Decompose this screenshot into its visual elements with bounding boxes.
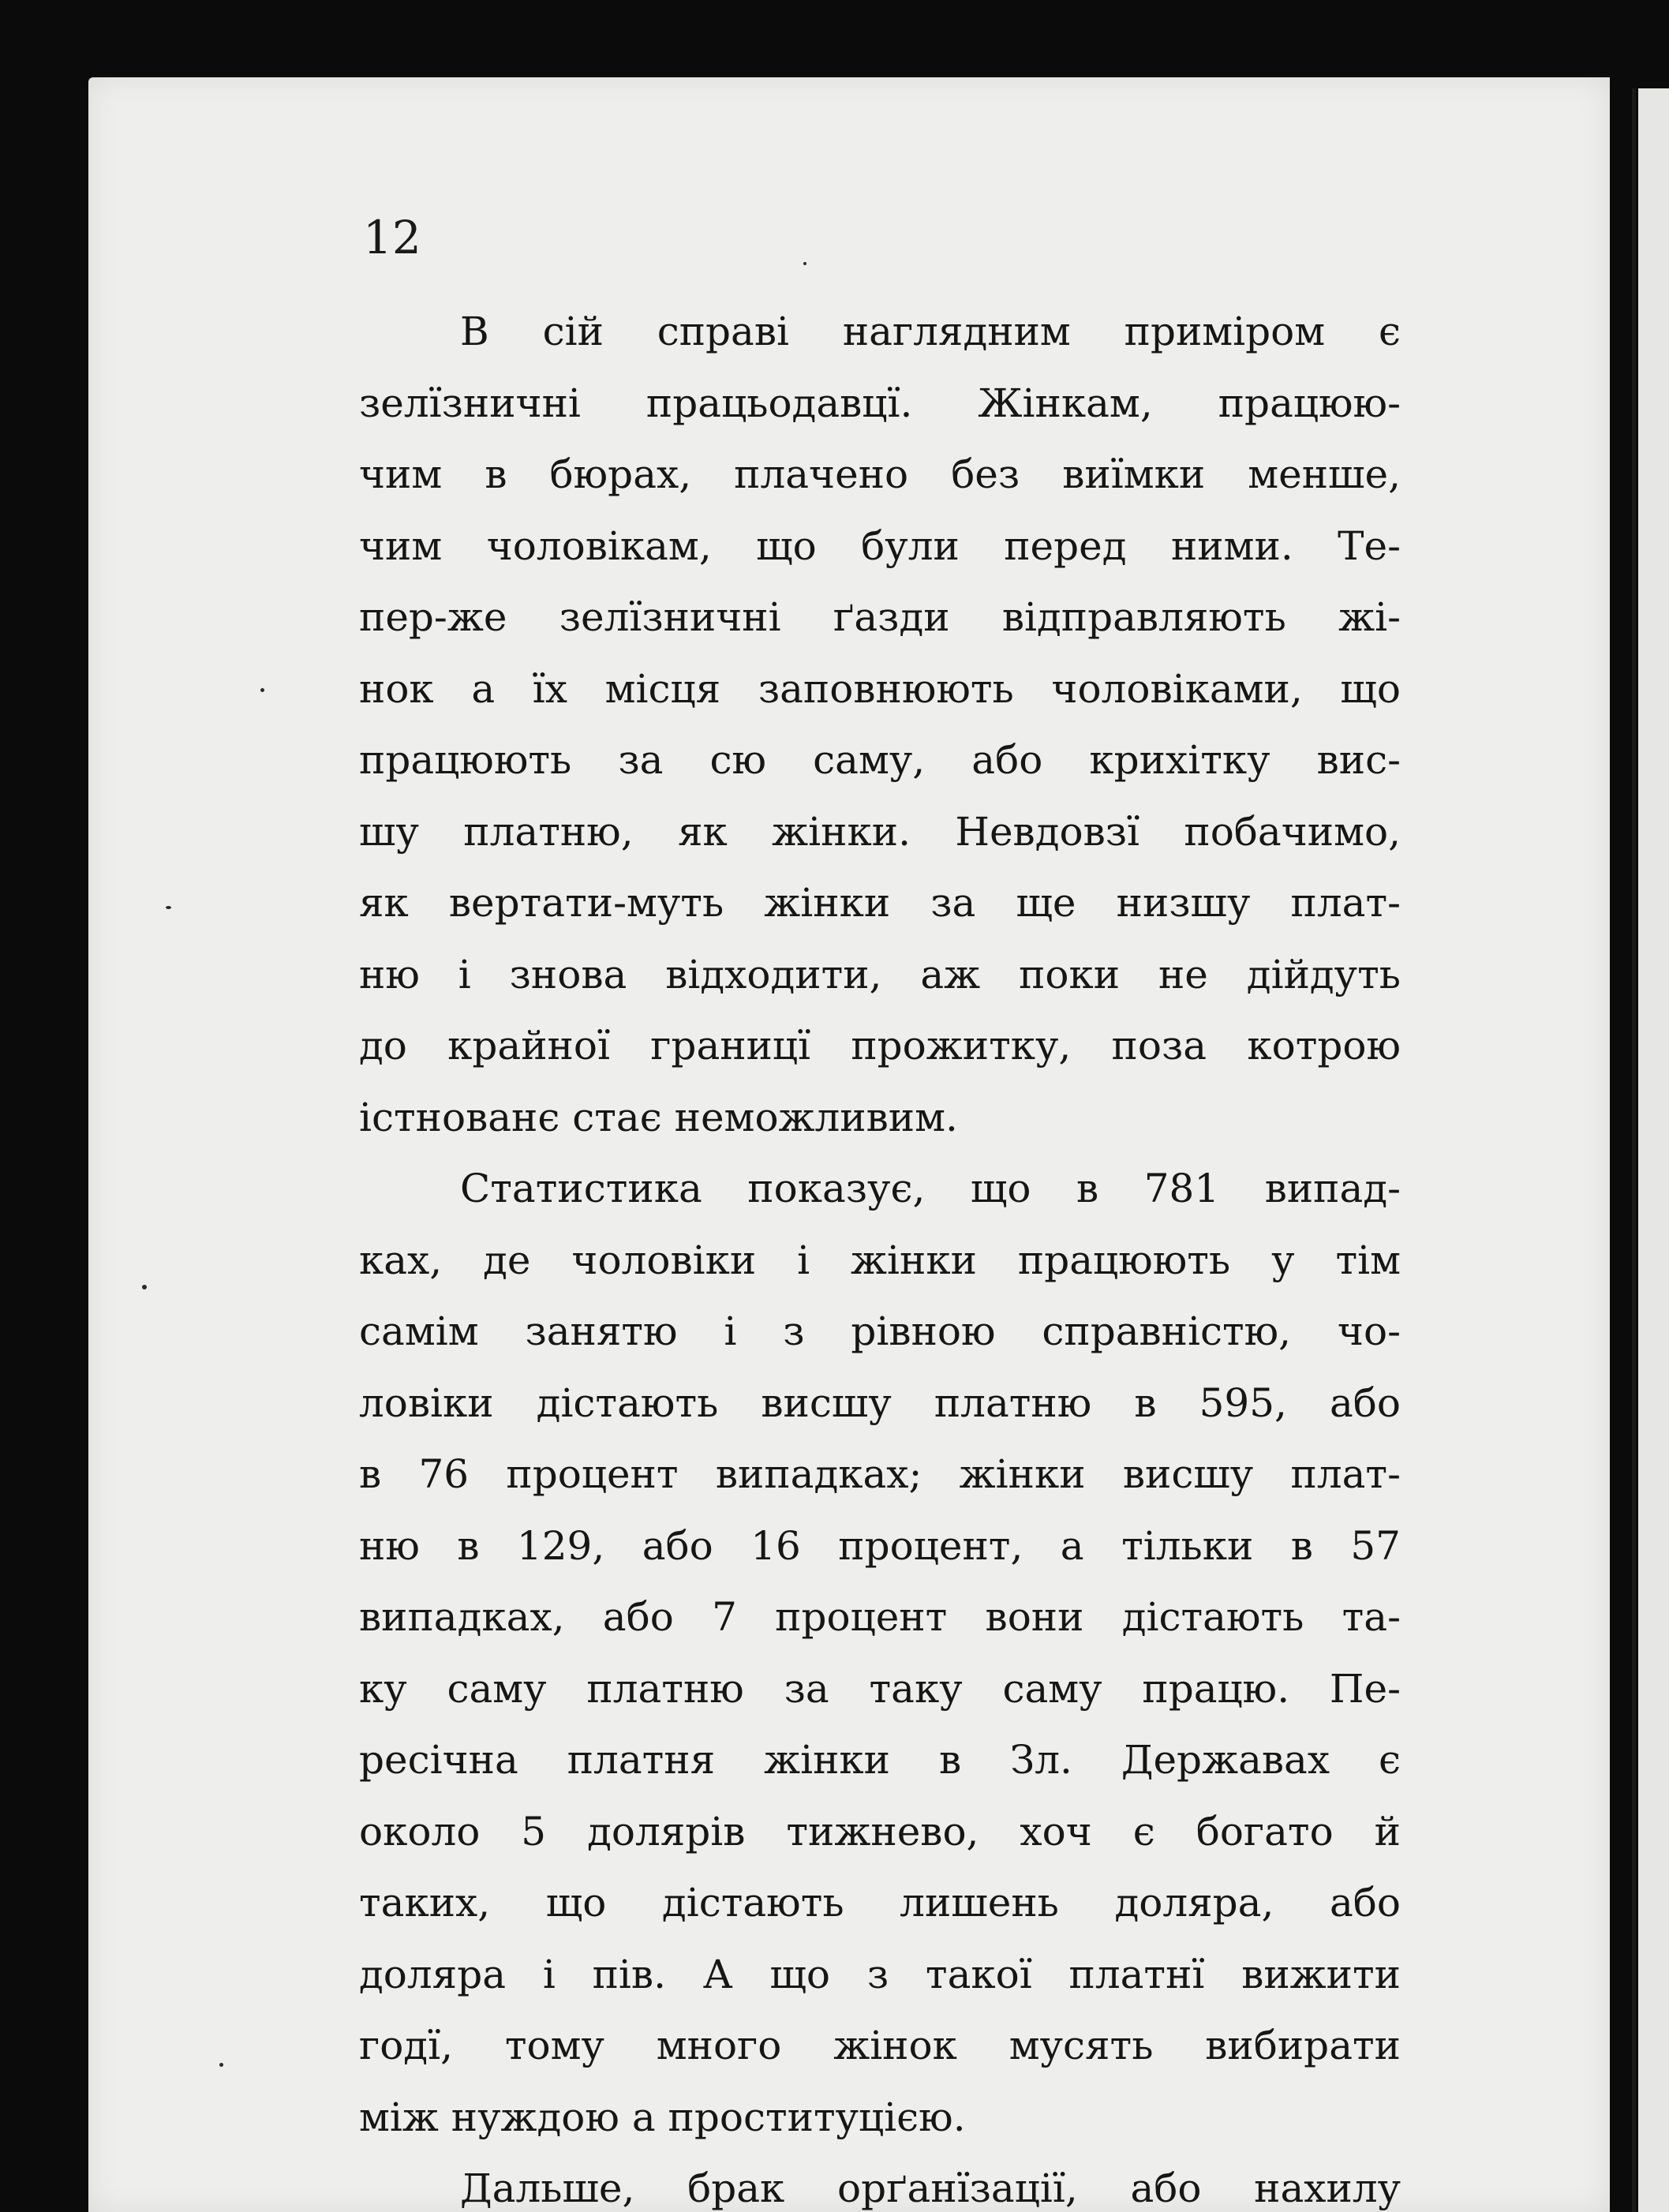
text-line: до крайної границї прожитку, поза котрою — [359, 1023, 1401, 1069]
text-line: ню і знова відходити, аж поки не дійдуть — [359, 951, 1401, 997]
text-line: чим в бюрах, плачено без виїмки менше, — [359, 451, 1401, 497]
text-line: зелїзничні працьодавцї. Жінкам, працюю- — [359, 380, 1401, 426]
paper-speck — [803, 262, 806, 265]
text-line: істнованє стає неможливим. — [359, 1094, 958, 1140]
text-line: ловіки дістають висшу платню в 595, або — [359, 1379, 1401, 1426]
paper-speck — [142, 1285, 147, 1289]
paper-speck — [260, 688, 264, 692]
text-line: ню в 129, або 16 процент, а тільки в 57 — [359, 1522, 1401, 1569]
page-number: 12 — [363, 211, 421, 264]
paper-speck — [219, 2063, 223, 2067]
text-line: ках, де чоловіки і жінки працюють у тім — [359, 1237, 1401, 1283]
text-line: доляра і пів. А що з такої платнї вижити — [359, 1951, 1401, 1997]
text-line: Статистика показує, що в 781 випад- — [460, 1166, 1401, 1211]
adjacent-page-edge — [1638, 88, 1669, 2212]
text-line: Дальше, брак орґанїзації, або нахилу — [460, 2165, 1401, 2211]
text-line: ресічна платня жінки в Зл. Державах є — [359, 1737, 1401, 1783]
text-line: таких, що дістають лишень доляра, або — [359, 1880, 1401, 1926]
text-line: працюють за сю саму, або крихітку вис- — [359, 737, 1401, 783]
text-line: нок а їх місця заповнюють чоловіками, що — [359, 665, 1401, 712]
text-line: самім занятю і з рівною справністю, чо- — [359, 1308, 1401, 1354]
text-line: годї, тому много жінок мусять вибирати — [359, 2023, 1401, 2068]
paragraph — [359, 1153, 1401, 2153]
paper-speck — [166, 906, 171, 909]
text-line: між нуждою а проституцією. — [359, 2094, 966, 2140]
text-line: чим чоловікам, що були перед ними. Те- — [359, 522, 1401, 569]
text-line: в 76 процент випадках; жінки висшу плат- — [359, 1451, 1401, 1497]
body-text — [359, 296, 1401, 2212]
paragraph — [359, 2153, 1401, 2212]
text-line: около 5 долярів тижнево, хоч є богато й — [359, 1808, 1401, 1855]
text-line: як вертати-муть жінки за ще низшу плат- — [359, 880, 1401, 926]
page-fold-line — [1632, 88, 1636, 2212]
text-line: пер-же зелїзничні ґазди відправляють жі- — [359, 594, 1401, 640]
text-line: В сій справі наглядним приміром є — [460, 309, 1401, 354]
text-line: випадках, або 7 процент вони дістають та- — [359, 1594, 1401, 1640]
paragraph — [359, 296, 1401, 1153]
text-line: шу платню, як жінки. Невдовзї побачимо, — [359, 808, 1401, 855]
text-line: ку саму платню за таку саму працю. Пе- — [359, 1665, 1401, 1712]
